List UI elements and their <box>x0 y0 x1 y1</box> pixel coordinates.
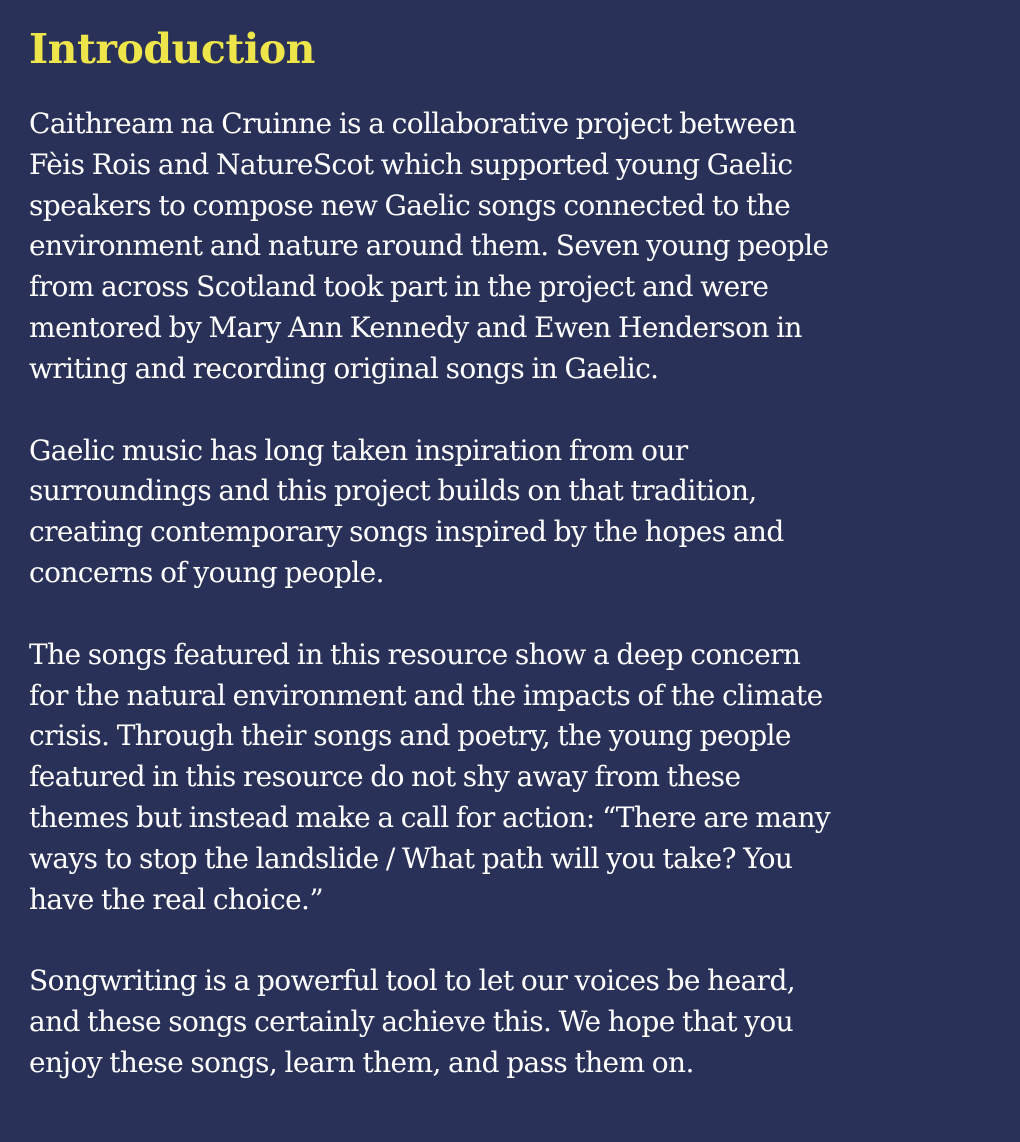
paragraph-gaelic-tradition: Gaelic music has long taken inspiration from our surroundings and this project builds on that tradition, creating contemporary songs inspired by the hopes and concerns of young people. <box>29 433 784 589</box>
paragraph-closing: Songwriting is a powerful tool to let our voices be heard, and these songs certainly achieve this. We hope that you enjoy these songs, learn them, and pass them on. <box>29 964 796 1079</box>
section-heading: Introduction <box>29 25 315 73</box>
paragraph-project-overview: Caithream na Cruinne is a collaborative project between Fèis Rois and NatureScot which supported young Gaelic speakers to compose new Gaelic songs connected to the environment and nature around them. Seven young people from across Scotland took part in the project and were mentored by Mary Ann Kennedy and Ewen Henderson in writing and recording original songs in Gaelic. <box>29 107 829 385</box>
paragraph-climate-themes: The songs featured in this resource show a deep concern for the natural environment and the impacts of the climate crisis. Through their songs and poetry, the young people featured in this resource do not shy away from these themes but instead make a call for action: “There are many ways to stop the landslide / What path will you take? You have the real choice.” <box>29 637 831 916</box>
